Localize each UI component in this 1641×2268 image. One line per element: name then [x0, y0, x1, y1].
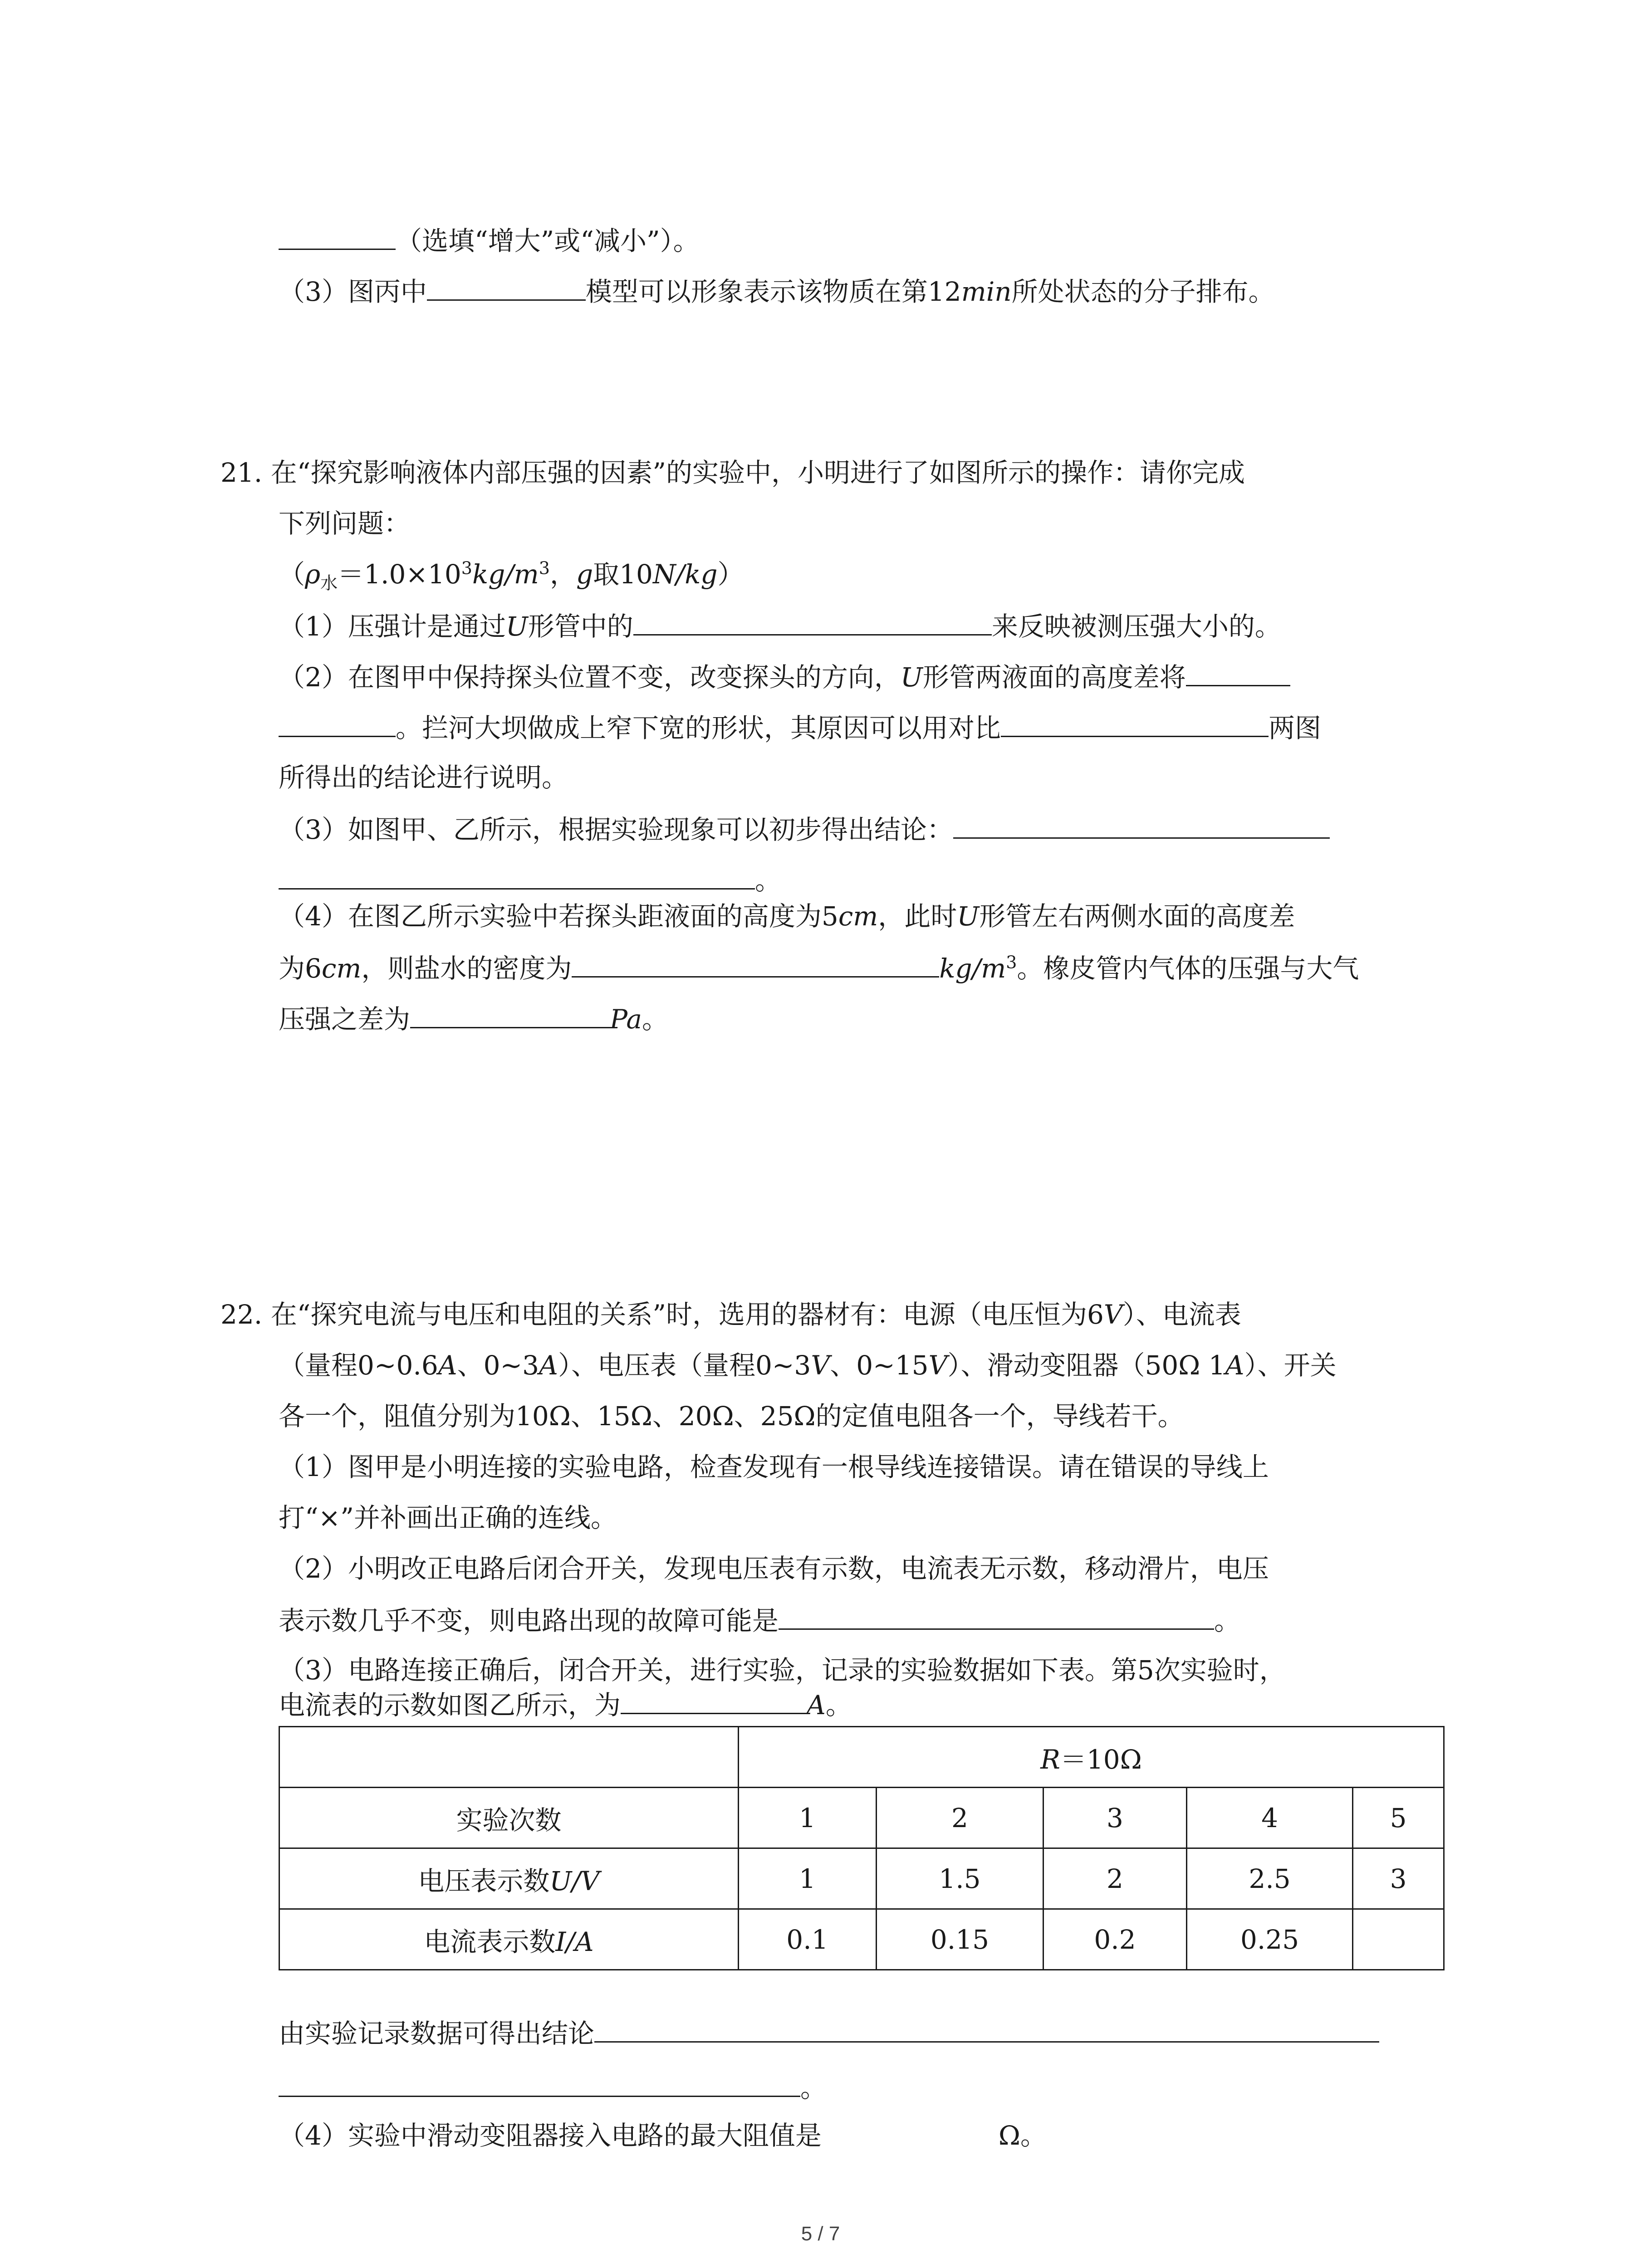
q22-part4: （4）实验中滑动变阻器接入电路的最大阻值是 Ω。 — [279, 2116, 1047, 2154]
q21-part1: （1）压强计是通过U形管中的 来反映被测压强大小的。 — [279, 607, 1281, 645]
q21-part4-line1: （4）在图乙所示实验中若探头距液面的高度为5cm，此时U形管左右两侧水面的高度差 — [279, 901, 1295, 932]
q20-line2: （3）图丙中 模型可以形象表示该物质在第12min所处状态的分子排布。 — [279, 272, 1275, 310]
table-row — [279, 1848, 1444, 1909]
q21-part3-line1: （3）如图甲、乙所示，根据实验现象可以初步得出结论： — [279, 810, 1330, 848]
q21-part2-line1: （2）在图甲中保持探头位置不变，改变探头的方向，U形管两液面的高度差将 — [279, 658, 1290, 695]
q21-given: （$\rho_水=1.0\times 10^3kg/m^3$，g取10N/kg） — [279, 558, 744, 593]
table-cell — [279, 1727, 739, 1788]
table-cell: 0.25 — [1186, 1909, 1352, 1970]
table-cell: 0.1 — [739, 1909, 877, 1970]
table-row-label: 实验次数 — [279, 1788, 739, 1848]
table-cell: 4 — [1186, 1788, 1352, 1848]
table-row-label: 电流表示数I/A — [279, 1909, 739, 1970]
answer-blank — [822, 2116, 999, 2145]
table-header-resistance: R＝10Ω — [739, 1727, 1444, 1788]
table-cell: 5 — [1353, 1788, 1444, 1848]
table-cell: 2.5 — [1186, 1848, 1352, 1909]
q22-conclusion-line1: 由实验记录数据可得出结论 — [279, 2014, 1379, 2052]
answer-blank[interactable] — [621, 1686, 807, 1714]
data-table — [279, 1726, 1445, 1970]
q22-part2-line1: （2）小明改正电路后闭合开关，发现电压表有示数，电流表无示数，移动滑片，电压 — [279, 1553, 1269, 1584]
answer-blank[interactable] — [1186, 658, 1290, 686]
table-row — [279, 1788, 1444, 1848]
q21-intro-line1: 21. 在“探究影响液体内部压强的因素”的实验中，小明进行了如图所示的操作：请你完成 — [220, 457, 1245, 488]
q22-intro-line1: 22. 在“探究电流与电压和电阻的关系”时，选用的器材有：电源（电压恒为6V）、电流表 — [220, 1299, 1241, 1330]
answer-blank[interactable] — [279, 861, 755, 890]
question-number: 21. — [220, 457, 263, 488]
answer-blank[interactable] — [594, 2014, 1379, 2043]
q21-part2-line3: 所得出的结论进行说明。 — [279, 762, 568, 793]
q21-intro-line2: 下列问题： — [279, 508, 411, 539]
q22-conclusion-line2: 。 — [279, 2068, 827, 2106]
table-cell[interactable] — [1353, 1909, 1444, 1970]
table-cell: 0.2 — [1043, 1909, 1187, 1970]
answer-blank[interactable] — [279, 709, 396, 737]
q20-line1: （选填“增大”或“减小”）。 — [279, 221, 700, 259]
answer-blank[interactable] — [279, 2068, 800, 2097]
table-cell: 2 — [1043, 1848, 1187, 1909]
table-cell: 0.15 — [876, 1909, 1043, 1970]
question-number: 22. — [220, 1299, 263, 1330]
table-row — [279, 1727, 1444, 1788]
q22-part1-line2: 打“×”并补画出正确的连线。 — [279, 1502, 617, 1533]
answer-blank[interactable] — [410, 1000, 610, 1028]
q22-intro-line3: 各一个，阻值分别为10Ω、15Ω、20Ω、25Ω的定值电阻各一个，导线若干。 — [279, 1401, 1184, 1432]
table-row-label: 电压表示数U/V — [279, 1848, 739, 1909]
q22-intro-line2: （量程0~0.6A、0~3A）、电压表（量程0~3V、0~15V）、滑动变阻器（50Ω 1A）、开关 — [279, 1350, 1337, 1381]
answer-blank[interactable] — [279, 221, 396, 250]
q21-part4-line3: 压强之差为 Pa。 — [279, 1000, 668, 1037]
table-cell: 3 — [1043, 1788, 1187, 1848]
answer-blank[interactable] — [779, 1601, 1214, 1630]
table-cell: 1 — [739, 1848, 877, 1909]
q21-part4-line2: 为6cm，则盐水的密度为 $kg/m^3$。橡皮管内气体的压强与大气 — [279, 949, 1359, 987]
answer-blank[interactable] — [633, 607, 992, 635]
table-row — [279, 1909, 1444, 1970]
answer-blank[interactable] — [1001, 709, 1269, 737]
table-cell: 1 — [739, 1788, 877, 1848]
q22-part1-line1: （1）图甲是小明连接的实验电路，检查发现有一根导线连接错误。请在错误的导线上 — [279, 1452, 1269, 1482]
q22-part3-line1: （3）电路连接正确后，闭合开关，进行实验，记录的实验数据如下表。第5次实验时， — [279, 1655, 1286, 1686]
answer-blank[interactable] — [427, 272, 586, 301]
q22-part3-line2: 电流表的示数如图乙所示，为 A。 — [279, 1686, 852, 1723]
answer-blank[interactable] — [572, 949, 939, 978]
answer-blank[interactable] — [953, 810, 1330, 839]
table-cell: 1.5 — [876, 1848, 1043, 1909]
q21-part3-line2: 。 — [279, 861, 781, 899]
q21-part2-line2: 。拦河大坝做成上窄下宽的形状，其原因可以用对比 两图 — [279, 709, 1321, 746]
page-number: 5 / 7 — [801, 2223, 840, 2245]
table-cell: 2 — [876, 1788, 1043, 1848]
table-cell: 3 — [1353, 1848, 1444, 1909]
q22-part2-line2: 表示数几乎不变，则电路出现的故障可能是 。 — [279, 1601, 1240, 1639]
